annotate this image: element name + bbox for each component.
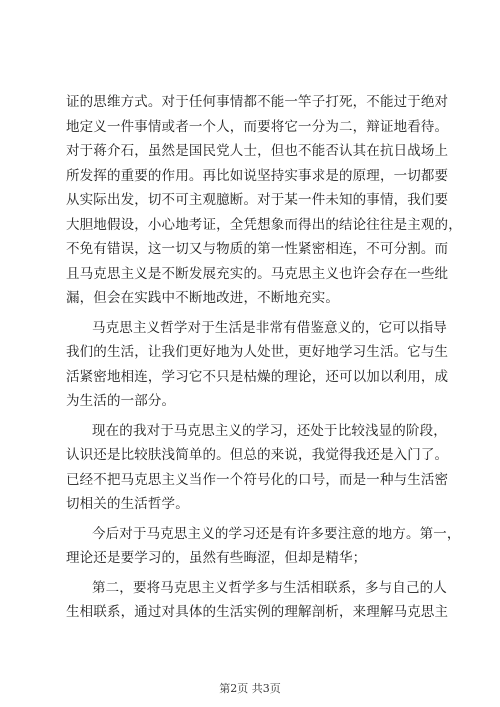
text-line: 理论还是要学习的，虽然有些晦涩，但却是精华； [66, 550, 367, 566]
text-line: 已经不把马克思主义当作一个符号化的口号，而是一种与生活密 [66, 471, 449, 488]
text-line: 第二，要将马克思主义哲学多与生活相联系，多与自己的人 [92, 579, 447, 596]
text-line: 大胆地假设，小心地考证，全凭想象而得出的结论往往是主观的， [66, 216, 462, 233]
text-line: 对于蒋介石，虽然是国民党人士，但也不能否认其在抗日战场上 [66, 143, 449, 159]
text-line: 活紧密地相连，学习它不只是枯燥的理论，还可以加以利用，成 [66, 368, 449, 385]
text-line: 我们的生活，让我们更好地为人处世，更好地学习生活。它与生 [66, 344, 449, 360]
paragraph [66, 316, 449, 414]
text-line: 不免有错误，这一切又与物质的第一性紧密相连，不可分割。而 [66, 241, 449, 257]
text-line: 从实际出发，切不可主观臆断。对于某一件未知的事情，我们要 [66, 192, 449, 208]
paragraph [66, 90, 462, 311]
text-line: 漏，但会在实践中不断地改进，不断地充实。 [66, 290, 339, 306]
text-line: 现在的我对于马克思主义的学习，还处于比较浅显的阶段， [92, 422, 447, 439]
body-text [66, 90, 462, 625]
text-line: 证的思维方式。对于任何事情都不能一竿子打死，不能过于绝对 [66, 94, 449, 110]
text-line: 马克思主义哲学对于生活是非常有借鉴意义的，它可以指导 [92, 319, 447, 336]
paragraph [66, 522, 461, 571]
page-footer: 第2页 共3页 [219, 682, 281, 695]
text-line: 地定义一件事情或者一个人，而要将它一分为二，辩证地看待。 [66, 118, 449, 135]
text-line: 生相联系，通过对具体的生活实例的理解剖析，来理解马克思主 [66, 604, 449, 620]
text-line: 认识还是比较肤浅简单的。但总的来说，我觉得我还是入门了。 [66, 447, 449, 463]
text-line: 为生活的一部分。 [66, 393, 176, 409]
text-line: 且马克思主义是不断发展充实的。马克思主义也许会存在一些纰 [66, 265, 449, 282]
text-line: 今后对于马克思主义的学习还是有许多要注意的地方。第一， [92, 525, 461, 542]
paragraph [66, 576, 449, 625]
paragraph [66, 419, 449, 517]
text-line: 所发挥的重要的作用。再比如说坚持实事求是的原理，一切都要 [66, 167, 449, 184]
text-line: 切相关的生活哲学。 [66, 496, 189, 512]
